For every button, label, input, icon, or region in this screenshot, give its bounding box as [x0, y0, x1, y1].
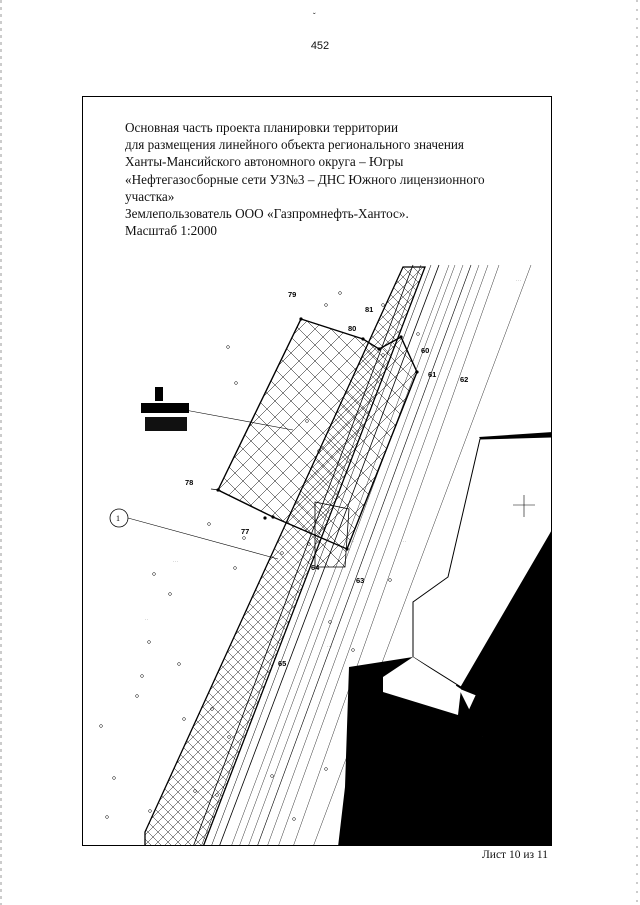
title-line-6: Землепользователь ООО «Газпромнефть-Хантос».: [125, 206, 409, 222]
svg-text:· · ·: · · ·: [516, 279, 521, 283]
callout-number: 1: [116, 514, 120, 523]
top-mark: ˇ: [313, 12, 316, 21]
title-line-2: для размещения линейного объекта регионального значения: [125, 137, 464, 153]
point-label-61: 61: [428, 370, 437, 379]
legend-symbol-bottom: [145, 417, 187, 431]
svg-text:· ·: · ·: [145, 618, 149, 622]
scan-edge-left: [0, 0, 2, 905]
point-label-77: 77: [241, 527, 250, 536]
map-frame: [82, 96, 552, 846]
title-line-4: «Нефтегазосборные сети УЗ№3 – ДНС Южного лицензионного: [125, 171, 485, 187]
point-label-80: 80: [348, 324, 357, 333]
svg-text:· · ·: · · ·: [173, 560, 178, 564]
legend-symbol-top: [155, 387, 163, 401]
svg-text:· · ·: · · ·: [349, 540, 354, 544]
svg-text:· ·: · ·: [403, 540, 407, 544]
svg-text:· · ·: · · ·: [327, 645, 332, 649]
callout-leader: [128, 518, 278, 559]
title-line-7: Масштаб 1:2000: [125, 223, 218, 239]
legend-symbol-mid: [141, 403, 189, 413]
title-line-5: участка»: [125, 188, 175, 204]
point-label-81: 81: [365, 305, 374, 314]
title-block: [125, 119, 545, 239]
scan-edge-right: [636, 0, 638, 905]
title-line-3: Ханты-Мансийского автономного округа – Югры: [125, 154, 404, 170]
point-label-65: 65: [278, 659, 287, 668]
sheet-label: Лист 10 из 11: [482, 849, 548, 861]
hatched-parcel-lower: [315, 502, 349, 567]
point-label-64: 64: [311, 563, 320, 572]
point-label-63: 63: [356, 576, 365, 585]
title-line-1: Основная часть проекта планировки территории: [125, 120, 399, 135]
page-number: 452: [310, 40, 330, 52]
point-label-62: 62: [460, 375, 469, 384]
point-label-60: 60: [421, 346, 430, 355]
point-label-78: 78: [185, 478, 194, 487]
point-label-79: 79: [288, 290, 297, 299]
